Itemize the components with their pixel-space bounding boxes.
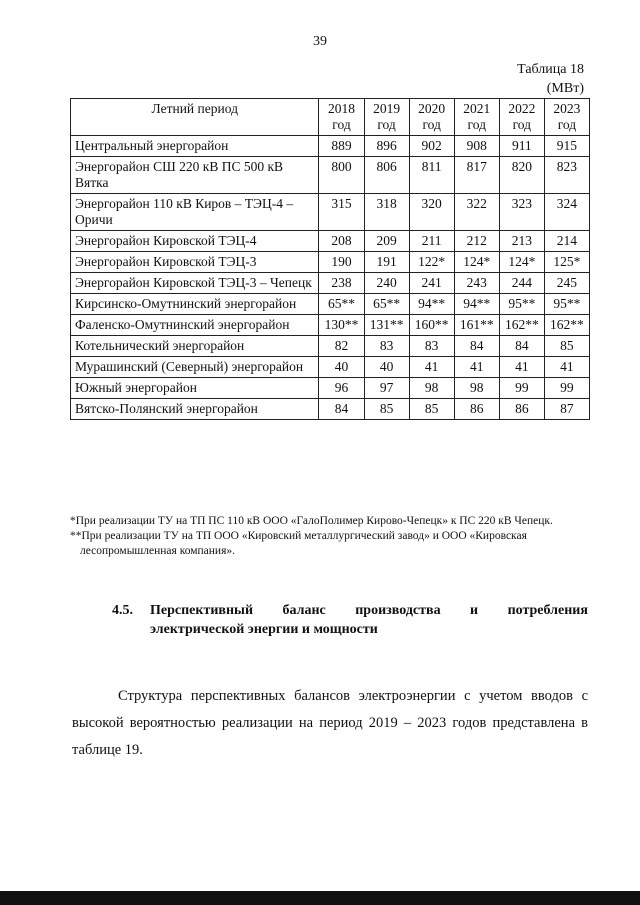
header-year-2022	[499, 99, 544, 136]
footnote-mark: *	[70, 515, 76, 527]
header-year-word: год	[422, 117, 441, 132]
footnote-mark: **	[70, 530, 82, 542]
header-year-word: год	[512, 117, 532, 132]
row-value: 99	[499, 378, 544, 399]
row-value: 238	[319, 273, 364, 294]
page-number: 39	[313, 34, 327, 49]
header-year-value: 2020	[418, 101, 446, 116]
row-value: 65**	[319, 294, 364, 315]
row-value: 41	[454, 357, 499, 378]
header-year-2020	[409, 99, 454, 136]
table-row	[71, 157, 590, 194]
row-value: 41	[544, 357, 589, 378]
table-row	[71, 194, 590, 231]
row-value: 908	[454, 136, 499, 157]
row-value: 83	[364, 336, 409, 357]
header-year-2023	[544, 99, 589, 136]
row-value: 320	[409, 194, 454, 231]
row-value: 823	[544, 157, 589, 194]
section-title-word: и	[470, 603, 479, 618]
row-value: 98	[454, 378, 499, 399]
header-year-value: 2022	[508, 101, 536, 116]
header-year-2018	[319, 99, 364, 136]
footnote-1	[70, 514, 594, 529]
row-name: Энергорайон Кировской ТЭЦ-4	[71, 231, 319, 252]
row-name: Южный энергорайон	[71, 378, 319, 399]
table-caption-title: Таблица 18	[517, 62, 584, 77]
header-year-word: год	[377, 117, 396, 132]
header-year-value: 2021	[463, 101, 491, 116]
row-name: Энергорайон Кировской ТЭЦ-3	[71, 252, 319, 273]
row-value: 94**	[454, 294, 499, 315]
row-value: 214	[544, 231, 589, 252]
header-period: Летний период	[71, 99, 319, 136]
row-value: 800	[319, 157, 364, 194]
section-title-line2: электрической энергии и мощности	[150, 622, 378, 637]
header-year-2021	[454, 99, 499, 136]
table-row	[71, 231, 590, 252]
row-value: 323	[499, 194, 544, 231]
row-name: Фаленско-Омутнинский энергорайон	[71, 315, 319, 336]
row-value: 82	[319, 336, 364, 357]
row-value: 245	[544, 273, 589, 294]
row-value: 124*	[454, 252, 499, 273]
row-value: 911	[499, 136, 544, 157]
row-value: 94**	[409, 294, 454, 315]
row-value: 41	[499, 357, 544, 378]
table-row	[71, 315, 590, 336]
row-value: 99	[544, 378, 589, 399]
row-value: 190	[319, 252, 364, 273]
row-value: 84	[499, 336, 544, 357]
row-value: 211	[409, 231, 454, 252]
row-value: 817	[454, 157, 499, 194]
row-value: 87	[544, 399, 589, 420]
row-value: 40	[319, 357, 364, 378]
row-name: Вятско-Полянский энергорайон	[71, 399, 319, 420]
row-value: 85	[364, 399, 409, 420]
header-year-word: год	[557, 117, 577, 132]
row-value: 241	[409, 273, 454, 294]
row-value: 122*	[409, 252, 454, 273]
row-name: Мурашинский (Северный) энергорайон	[71, 357, 319, 378]
row-value: 209	[364, 231, 409, 252]
row-value: 896	[364, 136, 409, 157]
table-row	[71, 399, 590, 420]
table-row	[71, 252, 590, 273]
row-value: 65**	[364, 294, 409, 315]
row-value: 322	[454, 194, 499, 231]
footnote-2	[70, 529, 594, 559]
footnote-text: При реализации ТУ на ТП ООО «Кировский металлургический завод» и ООО «Кировская лесопромышленная компания».	[80, 530, 527, 557]
footnote-text: При реализации ТУ на ТП ПС 110 кВ ООО «ГалоПолимер Кирово-Чепецк» к ПС 220 кВ Чепецк.	[75, 515, 553, 527]
row-value: 85	[544, 336, 589, 357]
row-value: 85	[409, 399, 454, 420]
row-value: 902	[409, 136, 454, 157]
row-value: 161**	[454, 315, 499, 336]
section-number: 4.5.	[112, 603, 133, 618]
row-value: 124*	[499, 252, 544, 273]
row-name: Центральный энергорайон	[71, 136, 319, 157]
row-value: 130**	[319, 315, 364, 336]
table-caption-unit: (МВт)	[546, 81, 584, 96]
row-value: 318	[364, 194, 409, 231]
row-value: 208	[319, 231, 364, 252]
table-row	[71, 357, 590, 378]
table-header-row	[71, 99, 590, 136]
row-value: 191	[364, 252, 409, 273]
row-value: 315	[319, 194, 364, 231]
row-value: 86	[454, 399, 499, 420]
row-value: 84	[319, 399, 364, 420]
header-year-word: год	[332, 117, 351, 132]
row-value: 84	[454, 336, 499, 357]
row-value: 213	[499, 231, 544, 252]
section-title-word: Перспективный	[150, 603, 254, 618]
row-value: 86	[499, 399, 544, 420]
row-value: 889	[319, 136, 364, 157]
row-value: 811	[409, 157, 454, 194]
body-paragraph: Структура перспективных балансов электроэнергии с учетом вводов с высокой вероятностью реализации на период 2019 – 2023 годов представлена в таблице 19.	[72, 687, 588, 758]
footnotes	[70, 514, 594, 559]
section-title-word: баланс	[282, 603, 326, 618]
table-row	[71, 378, 590, 399]
row-name: Энергорайон СШ 220 кВ ПС 500 кВ Вятка	[71, 157, 319, 194]
header-year-value: 2023	[553, 101, 581, 116]
row-value: 212	[454, 231, 499, 252]
row-value: 41	[409, 357, 454, 378]
row-name: Котельнический энергорайон	[71, 336, 319, 357]
header-year-value: 2019	[373, 101, 401, 116]
row-name: Энергорайон 110 кВ Киров – ТЭЦ-4 – Оричи	[71, 194, 319, 231]
row-name: Кирсинско-Омутнинский энергорайон	[71, 294, 319, 315]
table-row	[71, 294, 590, 315]
row-name: Энергорайон Кировской ТЭЦ-3 – Чепецк	[71, 273, 319, 294]
row-value: 243	[454, 273, 499, 294]
table-row	[71, 273, 590, 294]
capacity-table	[70, 98, 590, 420]
row-value: 244	[499, 273, 544, 294]
row-value: 97	[364, 378, 409, 399]
section-heading	[112, 601, 588, 639]
row-value: 160**	[409, 315, 454, 336]
row-value: 806	[364, 157, 409, 194]
header-year-value: 2018	[328, 101, 355, 116]
table-body	[71, 136, 590, 420]
row-value: 162**	[544, 315, 589, 336]
row-value: 83	[409, 336, 454, 357]
row-value: 40	[364, 357, 409, 378]
section-title-word: потребления	[507, 603, 588, 618]
row-value: 98	[409, 378, 454, 399]
header-year-word: год	[467, 117, 486, 132]
row-value: 125*	[544, 252, 589, 273]
row-value: 96	[319, 378, 364, 399]
row-value: 95**	[499, 294, 544, 315]
table-row	[71, 136, 590, 157]
row-value: 95**	[544, 294, 589, 315]
row-value: 915	[544, 136, 589, 157]
table-row	[71, 336, 590, 357]
table-caption	[517, 60, 584, 98]
row-value: 162**	[499, 315, 544, 336]
section-title-word: производства	[355, 603, 441, 618]
section-title-line1	[150, 601, 588, 620]
row-value: 324	[544, 194, 589, 231]
row-value: 131**	[364, 315, 409, 336]
row-value: 820	[499, 157, 544, 194]
row-value: 240	[364, 273, 409, 294]
header-year-2019	[364, 99, 409, 136]
scan-bottom-bar	[0, 891, 640, 905]
